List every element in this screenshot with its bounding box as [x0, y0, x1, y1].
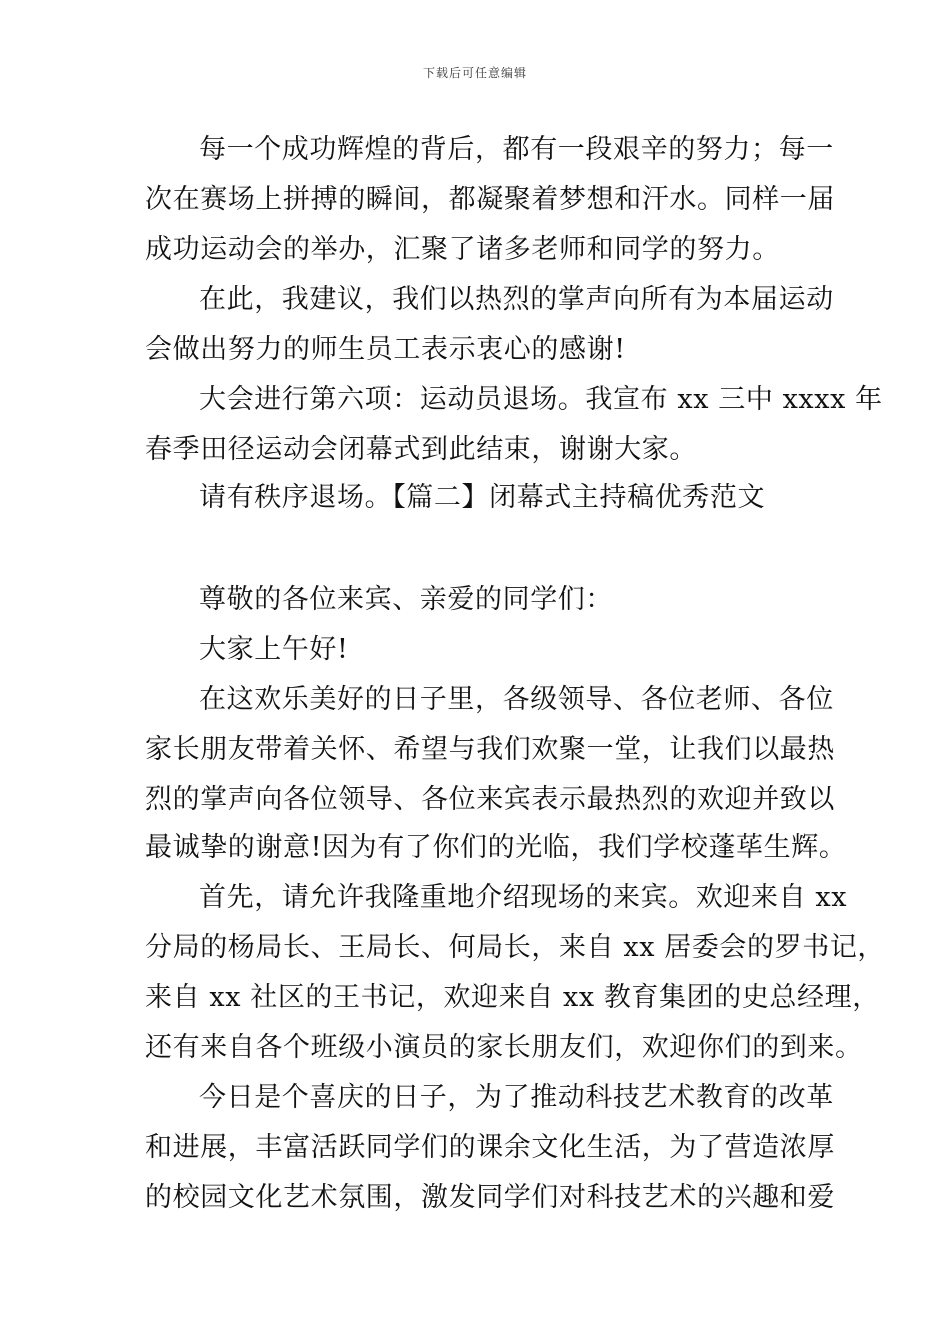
text-line: 次在赛场上拼搏的瞬间，都凝聚着梦想和汗水。同样一届: [145, 184, 835, 215]
text-line: 分局的杨局长、王局长、何局长，来自 xx 居委会的罗书记，: [145, 932, 886, 963]
text-line: 今日是个喜庆的日子，为了推动科技艺术教育的改革: [199, 1082, 834, 1113]
text-line: 每一个成功辉煌的背后，都有一段艰辛的努力；每一: [199, 134, 834, 165]
text-line: 在此，我建议，我们以热烈的掌声向所有为本届运动: [199, 284, 834, 315]
text-line: 春季田径运动会闭幕式到此结束，谢谢大家。: [145, 434, 697, 465]
text-line: 的校园文化艺术氛围，激发同学们对科技艺术的兴趣和爱: [145, 1182, 835, 1213]
text-line: 请有秩序退场。【篇二】闭幕式主持稿优秀范文: [199, 482, 766, 513]
text-line: 烈的掌声向各位领导、各位来宾表示最热烈的欢迎并致以: [145, 784, 835, 815]
page-header-note: 下载后可任意编辑: [422, 66, 527, 80]
text-line: 尊敬的各位来宾、亲爱的同学们：: [199, 584, 613, 615]
text-line: 还有来自各个班级小演员的家长朋友们，欢迎你们的到来。: [145, 1032, 863, 1063]
text-line: 在这欢乐美好的日子里，各级领导、各位老师、各位: [199, 684, 834, 715]
text-line: 首先，请允许我隆重地介绍现场的来宾。欢迎来自 xx: [199, 882, 848, 913]
text-line: 来自 xx 社区的王书记，欢迎来自 xx 教育集团的史总经理，: [145, 982, 880, 1013]
text-line: 大会进行第六项：运动员退场。我宣布 xx 三中 xxxx 年: [199, 384, 883, 415]
text-line: 会做出努力的师生员工表示衷心的感谢!: [145, 334, 626, 365]
text-line: 家长朋友带着关怀、希望与我们欢聚一堂，让我们以最热: [145, 734, 835, 765]
text-line: 和进展，丰富活跃同学们的课余文化生活，为了营造浓厚: [145, 1132, 835, 1163]
text-line: 最诚挚的谢意!因为有了你们的光临，我们学校蓬荜生辉。: [145, 832, 847, 863]
text-line: 大家上午好!: [199, 634, 349, 665]
text-line: 成功运动会的举办，汇聚了诸多老师和同学的努力。: [145, 234, 780, 265]
